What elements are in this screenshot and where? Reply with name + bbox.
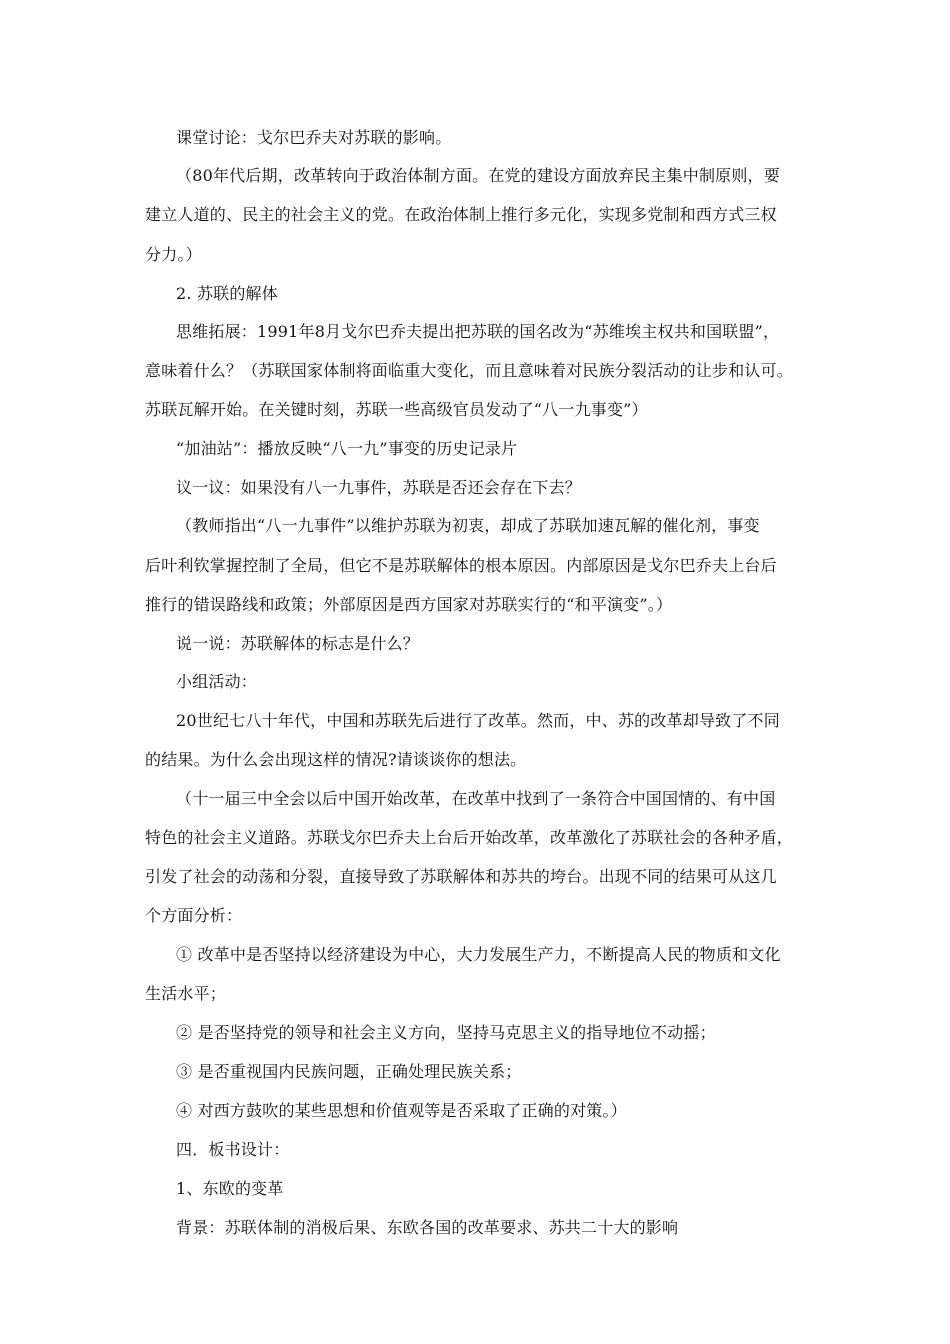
list-item: ① 改革中是否坚持以经济建设为中心，大力发展生产力，不断提高人民的物质和文化 — [176, 945, 781, 964]
paragraph-line: 后叶利钦掌握控制了全局，但它不是苏联解体的根本原因。内部原因是戈尔巴乔夫上台后 — [145, 556, 777, 575]
section-heading: 四．板书设计： — [176, 1140, 290, 1159]
section-heading: 1、东欧的变革 — [176, 1179, 284, 1198]
paragraph-line: （十一届三中全会以后中国开始改革，在改革中找到了一条符合中国国情的、有中国 — [176, 789, 776, 808]
paragraph-line: 建立人道的、民主的社会主义的党。在政治体制上推行多元化，实现多党制和西方式三权 — [145, 205, 777, 224]
paragraph-line: 20世纪七八十年代，中国和苏联先后进行了改革。然而，中、苏的改革却导致了不同 — [176, 711, 780, 730]
paragraph-line: 引发了社会的动荡和分裂，直接导致了苏联解体和苏共的垮台。出现不同的结果可从这几 — [145, 867, 777, 886]
paragraph-line: 分力。） — [145, 245, 202, 264]
paragraph-line: 个方面分析： — [145, 906, 243, 925]
paragraph-line: 说一说：苏联解体的标志是什么？ — [176, 634, 420, 653]
list-item: ③ 是否重视国内民族问题，正确处理民族关系； — [176, 1062, 522, 1081]
paragraph-line: 背景：苏联体制的消极后果、东欧各国的改革要求、苏共二十大的影响 — [176, 1218, 679, 1237]
list-item: ④ 对西方鼓吹的某些思想和价值观等是否采取了正确的对策。） — [176, 1101, 627, 1120]
paragraph-line: （教师指出“八一九事件”以维护苏联为初衷，却成了苏联加速瓦解的催化剂，事变 — [176, 516, 760, 535]
paragraph-line: 小组活动： — [176, 672, 258, 691]
paragraph-line: 生活水平； — [145, 984, 227, 1003]
paragraph-line: 苏联瓦解开始。在关键时刻，苏联一些高级官员发动了“八一九事变”） — [145, 400, 648, 419]
paragraph-line: 思维拓展：1991年8月戈尔巴乔夫提出把苏联的国名改为“苏维埃主权共和国联盟”， — [176, 322, 780, 341]
paragraph-line: 议一议：如果没有八一九事件，苏联是否还会存在下去？ — [176, 478, 582, 497]
paragraph-line: 的结果。为什么会出现这样的情况?请谈谈你的想法。 — [145, 750, 527, 769]
paragraph-line: “加油站”：播放反映“八一九”事变的历史记录片 — [176, 439, 518, 458]
section-heading: 2. 苏联的解体 — [176, 284, 278, 303]
list-item: ② 是否坚持党的领导和社会主义方向，坚持马克思主义的指导地位不动摇； — [176, 1023, 716, 1042]
paragraph-line: 意味着什么？（苏联国家体制将面临重大变化，而且意味着对民族分裂活动的让步和认可。 — [145, 361, 794, 380]
discussion-heading: 课堂讨论：戈尔巴乔夫对苏联的影响。 — [176, 128, 452, 147]
paragraph-line: 推行的错误路线和政策；外部原因是西方国家对苏联实行的“和平演变”。） — [145, 595, 673, 614]
paragraph-line: 特色的社会主义道路。苏联戈尔巴乔夫上台后开始改革，改革激化了苏联社会的各种矛盾， — [145, 828, 794, 847]
paragraph-line: （80年代后期，改革转向于政治体制方面。在党的建设方面放弃民主集中制原则，要 — [176, 166, 780, 185]
